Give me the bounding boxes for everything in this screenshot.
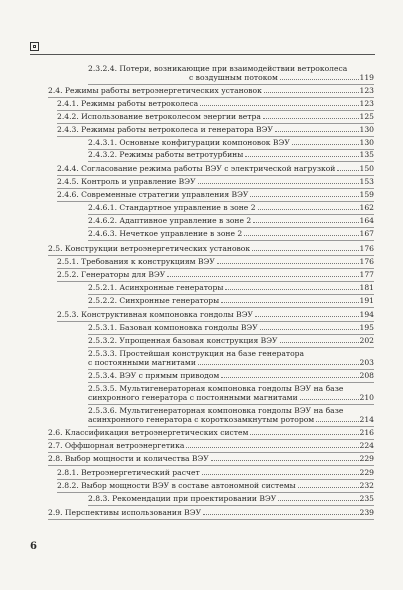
- toc-entry-page: 210: [359, 393, 374, 402]
- dot-leader: [263, 118, 359, 119]
- toc-entry-page: 194: [359, 310, 374, 319]
- dot-leader: [258, 209, 359, 210]
- entry-underline: [88, 334, 374, 335]
- toc-entry-title: 2.5. Конструкции ветроэнергетических установок: [48, 244, 251, 253]
- dot-leader: [255, 316, 359, 317]
- dot-leader: [260, 329, 359, 330]
- toc-entry: [88, 203, 374, 212]
- toc-entry-page: 162: [359, 203, 374, 212]
- toc-entry-page: 176: [359, 244, 374, 253]
- entry-underline: [57, 123, 374, 124]
- entry-underline: [57, 268, 374, 269]
- toc-entry-page: 216: [359, 428, 374, 437]
- toc-entry: [57, 99, 374, 108]
- toc-entry: [57, 112, 374, 121]
- toc-entry: [48, 508, 374, 517]
- toc-entry: [57, 125, 374, 134]
- toc-entry-title: 2.4.6. Современные стратегии управления ВЭУ: [57, 190, 249, 199]
- toc-entry: [88, 384, 374, 402]
- toc-entry-page: 203: [359, 358, 374, 367]
- dot-leader: [278, 500, 358, 501]
- dot-leader: [198, 183, 359, 184]
- toc-entry-title: 2.5.2.2. Синхронные генераторы: [88, 296, 220, 305]
- toc-entry: [88, 150, 374, 159]
- toc-entry: [88, 64, 374, 82]
- toc-entry-title: 2.9. Перспективы использования ВЭУ: [48, 508, 202, 517]
- toc-entry-title: 2.4.3. Режимы работы ветроколеса и генератора ВЭУ: [57, 125, 273, 134]
- toc-entry-page: 224: [359, 441, 374, 450]
- dot-leader: [253, 222, 358, 223]
- toc-entry-title: асинхронного генератора с короткозамкнутым ротором: [88, 415, 315, 424]
- toc-entry-page: 130: [359, 138, 374, 147]
- toc-entry: [57, 270, 374, 279]
- dot-leader: [245, 156, 358, 157]
- toc-entry-page: 214: [359, 415, 374, 424]
- entry-underline: [88, 214, 374, 215]
- toc-entry: [48, 244, 374, 253]
- toc-entry: [88, 336, 374, 345]
- dot-leader: [203, 514, 358, 515]
- toc-entry-page: 202: [359, 336, 374, 345]
- dot-leader: [337, 170, 358, 171]
- dot-leader: [264, 92, 359, 93]
- dot-leader: [225, 289, 358, 290]
- toc-entry: [88, 229, 374, 238]
- dot-leader: [300, 399, 359, 400]
- toc-entry-title: синхронного генератора с постоянными магнитами: [88, 393, 298, 402]
- toc-entry-title: 2.4.3.2. Режимы работы ветротурбины: [88, 150, 244, 159]
- toc-entry-page: 176: [359, 257, 374, 266]
- toc-entry-title: с постоянными магнитами: [88, 358, 196, 367]
- toc-entry: [48, 428, 374, 437]
- toc-entry-page: 195: [359, 323, 374, 332]
- toc-entry-title: 2.4.3.1. Основные конфигурации компоновок ВЭУ: [88, 138, 290, 147]
- dot-leader: [221, 377, 358, 378]
- entry-underline: [88, 369, 374, 370]
- dot-leader: [298, 487, 359, 488]
- toc-entry-title: 2.5.1. Требования к конструкциям ВЭУ: [57, 257, 215, 266]
- entry-underline: [57, 201, 374, 202]
- dot-leader: [250, 434, 358, 435]
- dot-leader: [221, 302, 358, 303]
- dot-leader: [200, 105, 358, 106]
- toc-entry-page: 208: [359, 371, 374, 380]
- toc-entry-title: 2.5.3.1. Базовая компоновка гондолы ВЭУ: [88, 323, 258, 332]
- toc-entry-title: с воздушным потоком: [189, 73, 278, 82]
- dot-leader: [186, 447, 358, 448]
- toc-entry-page: 123: [359, 99, 374, 108]
- toc-entry: [57, 468, 374, 477]
- toc-entry-title: 2.4.5. Контроль и управление ВЭУ: [57, 177, 196, 186]
- entry-underline: [57, 110, 374, 111]
- entry-underline: [88, 240, 374, 241]
- toc-entry-title: 2.8.1. Ветроэнергетический расчет: [57, 468, 200, 477]
- toc-entry-title: 2.5.3.4. ВЭУ с прямым приводом: [88, 371, 220, 380]
- toc-entry-page: 119: [359, 73, 374, 82]
- toc-entry: [88, 138, 374, 147]
- toc-entry-title: 2.8.3. Рекомендации при проектировании ВЭУ: [88, 494, 277, 503]
- entry-underline: [57, 321, 374, 322]
- entry-underline: [48, 519, 374, 520]
- dot-leader: [280, 79, 359, 80]
- toc-entry-title: 2.4.6.1. Стандартное управление в зоне 2: [88, 203, 256, 212]
- dot-leader: [217, 263, 359, 264]
- toc-entry-page: 235: [359, 494, 374, 503]
- toc-entry-page: 164: [359, 216, 374, 225]
- toc-entry: [88, 349, 374, 367]
- entry-underline: [57, 175, 374, 176]
- toc-entry-title: 2.5.2.1. Асинхронные генераторы: [88, 283, 224, 292]
- toc-entry-page: 239: [359, 508, 374, 517]
- toc-entry-title: 2.4. Режимы работы ветроэнергетических установок: [48, 86, 262, 95]
- toc-entry: [57, 310, 374, 319]
- toc-entry-title: 2.4.1. Режимы работы ветроколеса: [57, 99, 199, 108]
- entry-underline: [88, 294, 374, 295]
- toc-entry-title: 2.5.3.6. Мультигенераторная компоновка гондолы ВЭУ на базе: [88, 406, 344, 415]
- entry-underline: [57, 136, 374, 137]
- entry-underline: [88, 505, 374, 506]
- toc-entry: [57, 164, 374, 173]
- toc-entry-page: 125: [359, 112, 374, 121]
- toc-entry-title: 2.4.4. Согласование режима работы ВЭУ с электрической нагрузкой: [57, 164, 336, 173]
- dot-leader: [292, 144, 359, 145]
- entry-underline: [88, 161, 374, 162]
- toc-entry-title: 2.7. Оффшорная ветроэнергетика: [48, 441, 185, 450]
- toc-entry-page: 150: [359, 164, 374, 173]
- toc-entry-page: 229: [359, 454, 374, 463]
- toc-entry: [57, 257, 374, 266]
- toc-entry-page: 153: [359, 177, 374, 186]
- entry-underline: [88, 84, 374, 85]
- toc-entry-title: 2.5.3. Конструктивная компоновка гондолы ВЭУ: [57, 310, 253, 319]
- dot-leader: [167, 276, 358, 277]
- entry-underline: [57, 188, 374, 189]
- toc-entry: [88, 323, 374, 332]
- toc-entry: [57, 177, 374, 186]
- dot-leader: [250, 196, 358, 197]
- entry-underline: [48, 465, 374, 466]
- entry-underline: [88, 347, 374, 348]
- dot-leader: [316, 421, 358, 422]
- dot-leader: [211, 460, 359, 461]
- toc-entry-page: 191: [359, 296, 374, 305]
- toc-entry-title: 2.5.3.3. Простейшая конструкция на базе генератора: [88, 349, 305, 358]
- toc-entry: [57, 190, 374, 199]
- toc-entry: [48, 454, 374, 463]
- toc-entry: [88, 216, 374, 225]
- toc-entry-page: 232: [359, 481, 374, 490]
- page-number: 6: [30, 541, 37, 552]
- toc-entry-page: 135: [359, 150, 374, 159]
- entry-underline: [88, 426, 374, 427]
- entry-underline: [88, 227, 374, 228]
- toc-entry: [48, 86, 374, 95]
- dot-leader: [202, 474, 359, 475]
- toc-entry: [88, 283, 374, 292]
- toc-entry-title: 2.6. Классификация ветроэнергетических систем: [48, 428, 249, 437]
- entry-underline: [88, 382, 374, 383]
- toc-entry: [88, 296, 374, 305]
- entry-underline: [48, 439, 374, 440]
- entry-underline: [88, 307, 374, 308]
- dot-leader: [252, 250, 358, 251]
- toc-entry: [57, 481, 374, 490]
- toc-entry-page: 159: [359, 190, 374, 199]
- entry-underline: [48, 255, 374, 256]
- dot-leader: [198, 364, 359, 365]
- toc-entry-page: 123: [359, 86, 374, 95]
- toc-entry-title: 2.4.6.2. Адаптивное управление в зоне 2: [88, 216, 252, 225]
- toc-entry-title: 2.8. Выбор мощности и количества ВЭУ: [48, 454, 209, 463]
- toc-entry-title: 2.5.3.2. Упрощенная базовая конструкция ВЭУ: [88, 336, 278, 345]
- toc-entry-title: 2.4.6.3. Нечеткое управление в зоне 2: [88, 229, 243, 238]
- toc-entry-title: 2.8.2. Выбор мощности ВЭУ в составе автономной системы: [57, 481, 296, 490]
- toc-entry-page: 181: [359, 283, 374, 292]
- toc-entry: [88, 406, 374, 424]
- dot-leader: [280, 342, 359, 343]
- dot-leader: [244, 235, 358, 236]
- toc-entry-page: 130: [359, 125, 374, 134]
- toc-entry-title: 2.5.3.5. Мультигенераторная компоновка гондолы ВЭУ на базе: [88, 384, 344, 393]
- entry-underline: [88, 404, 374, 405]
- entry-underline: [48, 97, 374, 98]
- entry-underline: [57, 492, 374, 493]
- entry-underline: [57, 479, 374, 480]
- toc-entry: [88, 494, 374, 503]
- toc-entry-title: 2.5.2. Генераторы для ВЭУ: [57, 270, 166, 279]
- toc-entry: [88, 371, 374, 380]
- toc-entry-page: 229: [359, 468, 374, 477]
- entry-underline: [48, 452, 374, 453]
- toc-entry-page: 177: [359, 270, 374, 279]
- toc-entry-title: 2.3.2.4. Потери, возникающие при взаимодействии ветроколеса: [88, 64, 348, 73]
- entry-underline: [57, 281, 374, 282]
- dot-leader: [275, 131, 359, 132]
- toc-entry-title: 2.4.2. Использование ветроколесом энергии ветра: [57, 112, 261, 121]
- toc-entry-page: 167: [359, 229, 374, 238]
- toc-entry: [48, 441, 374, 450]
